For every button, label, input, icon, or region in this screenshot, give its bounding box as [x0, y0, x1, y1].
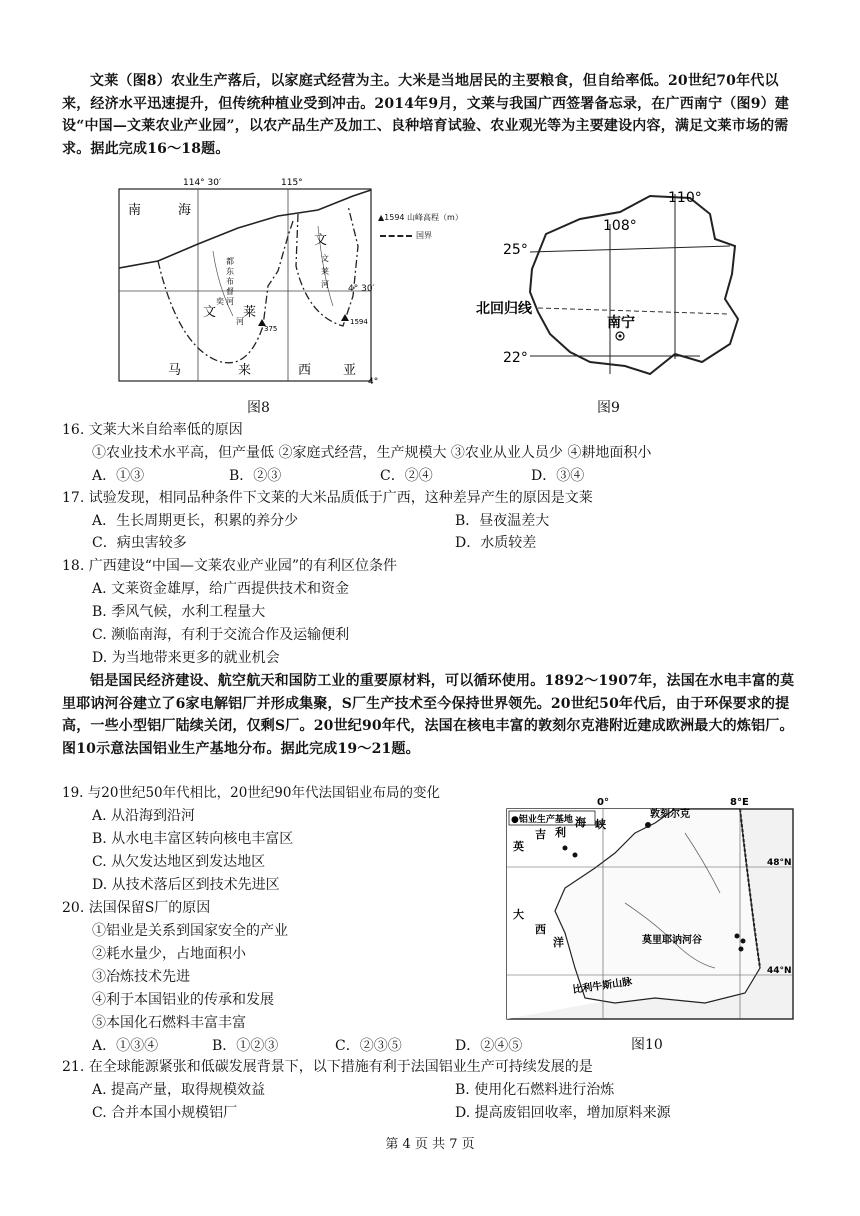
fig10-lon0: 0° [597, 797, 609, 808]
q20-item-2: ②耗水量少，占地面积小 [92, 946, 246, 962]
question-16-stem: 16. 文莱大米自给率低的原因 [62, 422, 243, 438]
q20-item-1: ①铝业是关系到国家安全的产业 [92, 923, 288, 939]
q17-option-d[interactable]: D．水质较差 [455, 535, 537, 551]
fig9-lat25: 25° [503, 242, 528, 258]
fig10-lat44: 44°N [767, 966, 792, 976]
aluminium-base-2 [563, 846, 568, 851]
aluminium-base-6 [739, 947, 744, 952]
q19-option-d[interactable]: D. 从技术落后区到技术先进区 [92, 877, 280, 893]
q20-option-b[interactable]: B．①②③ [212, 1038, 279, 1054]
fig10-lat48: 48°N [767, 858, 792, 868]
sea-label-2: 海 [178, 203, 192, 218]
river-char-7: 河 [236, 317, 244, 326]
fig8-legend-border-symbol [380, 235, 412, 237]
figure-10-france-aluminium-map [505, 793, 805, 1023]
channel-char-1: 英 [513, 840, 524, 853]
atlantic-char-3: 洋 [553, 936, 564, 949]
q17-option-c[interactable]: C．病虫害较多 [92, 535, 187, 551]
q17-option-a[interactable]: A．生长周期更长，积累的养分少 [92, 513, 299, 529]
river-char-1: 都 [226, 257, 234, 266]
q21-option-d[interactable]: D. 提高废铝回收率，增加原料来源 [455, 1105, 671, 1121]
maurienne-valley-label: 莫里耶讷河谷 [642, 935, 702, 946]
figure-9-guangxi-map [470, 184, 770, 394]
fig8-caption: 图8 [247, 400, 270, 416]
river-char-2: 东 [226, 267, 234, 276]
fig10-caption: 图10 [631, 1037, 663, 1053]
question-16-items: ①农业技术水平高，但产量低 ②家庭式经营，生产规模大 ③农业从业人员少 ④耕地面积小 [92, 445, 652, 461]
sea-label-1: 南 [128, 203, 142, 218]
q19-option-b[interactable]: B. 从水电丰富区转向核电丰富区 [92, 831, 294, 847]
q16-option-b[interactable]: B．②③ [229, 468, 282, 484]
q20-item-4: ④利于本国铝业的传承和发展 [92, 992, 274, 1008]
fig9-lon110: 110° [668, 190, 702, 206]
q20-option-a[interactable]: A．①③④ [92, 1038, 159, 1054]
fig9-lon108: 108° [603, 218, 637, 234]
river-char-10: 河 [321, 280, 329, 289]
fig10-legend: ●铝业生产基地 [511, 815, 573, 825]
passage-1: 文莱（图8）农业生产落后，以家庭式经营为主。大米是当地居民的主要粮食，但自给率低。20世纪70年代以来，经济水平迅速提升，但传统种植业受到冲击。2014年9月，文莱与我国广西签署备忘录，在广西南宁（图9）建设“中国—文莱农业产业园”，以农产品生产及加工、良种培育试验、农业观光等为主要建设内容，满足文莱市场的需求。据此完成16～18题。 [62, 73, 790, 157]
malaysia-char-4: 亚 [343, 363, 357, 378]
dunkirk-label: 敦刻尔克 [650, 809, 690, 820]
q18-option-b[interactable]: B. 季风气候，水利工程量大 [92, 604, 266, 620]
question-18-stem: 18. 广西建设“中国—文莱农业产业园”的有利区位条件 [62, 558, 398, 574]
question-17-stem: 17. 试验发现，相同品种条件下文莱的大米品质低于广西，这种差异产生的原因是文莱 [62, 490, 593, 506]
fig8-legend-border: 国界 [416, 231, 432, 240]
fig9-caption: 图9 [597, 400, 620, 416]
channel-char-4: 海 [575, 816, 586, 829]
malaysia-char-3: 西 [298, 363, 312, 378]
river-char-4: 督 [226, 287, 234, 296]
aluminium-base-1 [645, 822, 651, 828]
river-char-6: 奕 [216, 297, 224, 306]
q20-option-d[interactable]: D．②④⑤ [455, 1038, 523, 1054]
fig10-lon8: 8°E [730, 797, 749, 808]
aluminium-base-4 [735, 934, 740, 939]
question-21-stem: 21. 在全球能源紧张和低碳发展背景下，以下措施有利于法国铝业生产可持续发展的是 [62, 1059, 593, 1075]
q18-option-a[interactable]: A. 文莱资金雄厚，给广西提供技术和资金 [92, 581, 350, 597]
q21-option-c[interactable]: C. 合并本国小规模铝厂 [92, 1105, 238, 1121]
river-char-5: 河 [226, 297, 234, 306]
q16-option-d[interactable]: D．③④ [531, 468, 585, 484]
nanning-label: 南宁 [607, 315, 635, 331]
peak-label-1: 375 [264, 325, 278, 333]
q19-option-a[interactable]: A. 从沿海到沿河 [92, 808, 196, 824]
fig8-lat1: 4° 30′ [348, 284, 375, 294]
q17-option-b[interactable]: B．昼夜温差大 [455, 513, 550, 529]
q21-option-b[interactable]: B. 使用化石燃料进行治炼 [455, 1082, 615, 1098]
channel-char-5: 峡 [595, 818, 606, 831]
pyrenees-label: 比利牛斯山脉 [571, 976, 633, 996]
fig8-lat2: 4° [368, 377, 379, 387]
tropic-of-cancer-label: 北回归线 [476, 301, 532, 317]
q18-option-d[interactable]: D. 为当地带来更多的就业机会 [92, 650, 280, 666]
q21-option-a[interactable]: A. 提高产量，取得规模效益 [92, 1082, 266, 1098]
atlantic-char-2: 西 [535, 923, 546, 936]
q19-option-c[interactable]: C. 从欠发达地区到发达地区 [92, 854, 266, 870]
river-char-9: 莱 [321, 267, 329, 276]
q16-option-a[interactable]: A．①③ [92, 468, 145, 484]
passage-2: 铝是国民经济建设、航空航天和国防工业的重要原材料，可以循环使用。1892～1907年，法国在水电丰富的莫里耶讷河谷建立了6家电解铝厂并形成集聚，S厂生产技术至今保持世界领先。20世纪50年代后，由于环保要求的提高，一些小型铝厂陆续关闭，仅剩S厂。20世纪90年代，法国在核电丰富的敦刻尔克港附近建成欧洲最大的炼铝厂。图10示意法国铝业生产基地分布。据此完成19～21题。 [62, 673, 795, 757]
q20-option-c[interactable]: C．②③⑤ [335, 1038, 402, 1054]
brunei-label-3: 文 [314, 233, 328, 248]
q16-option-c[interactable]: C．②④ [380, 468, 433, 484]
brunei-label-1: 文 [203, 305, 217, 320]
atlantic-char-1: 大 [513, 908, 524, 921]
brunei-label-2: 莱 [243, 305, 257, 320]
river-char-3: 布 [226, 277, 234, 286]
channel-char-3: 利 [555, 826, 566, 839]
fig8-legend-peak: ▲1594 山峰高程（m） [378, 213, 463, 222]
fig8-lon2: 115° [281, 178, 303, 188]
page-footer: 第 4 页 共 7 页 [385, 1137, 475, 1152]
malaysia-char-2: 来 [238, 363, 252, 378]
q20-item-3: ③冶炼技术先进 [92, 969, 190, 985]
fig8-lon1: 114° 30′ [183, 178, 222, 188]
river-char-8: 文 [321, 254, 329, 263]
peak-label-2: 1594 [350, 318, 368, 326]
figure-8-brunei-map [118, 176, 379, 388]
question-20-stem: 20. 法国保留S厂的原因 [62, 900, 211, 916]
aluminium-base-5 [741, 939, 746, 944]
channel-char-2: 吉 [535, 828, 546, 841]
malaysia-char-1: 马 [168, 363, 182, 378]
aluminium-base-3 [573, 853, 578, 858]
question-19-stem: 19. 与20世纪50年代相比，20世纪90年代法国铝业布局的变化 [62, 785, 440, 801]
fig9-lat22: 22° [503, 350, 528, 366]
q20-item-5: ⑤本国化石燃料丰富丰富 [92, 1015, 246, 1031]
q18-option-c[interactable]: C. 濒临南海，有利于交流合作及运输便利 [92, 627, 350, 643]
